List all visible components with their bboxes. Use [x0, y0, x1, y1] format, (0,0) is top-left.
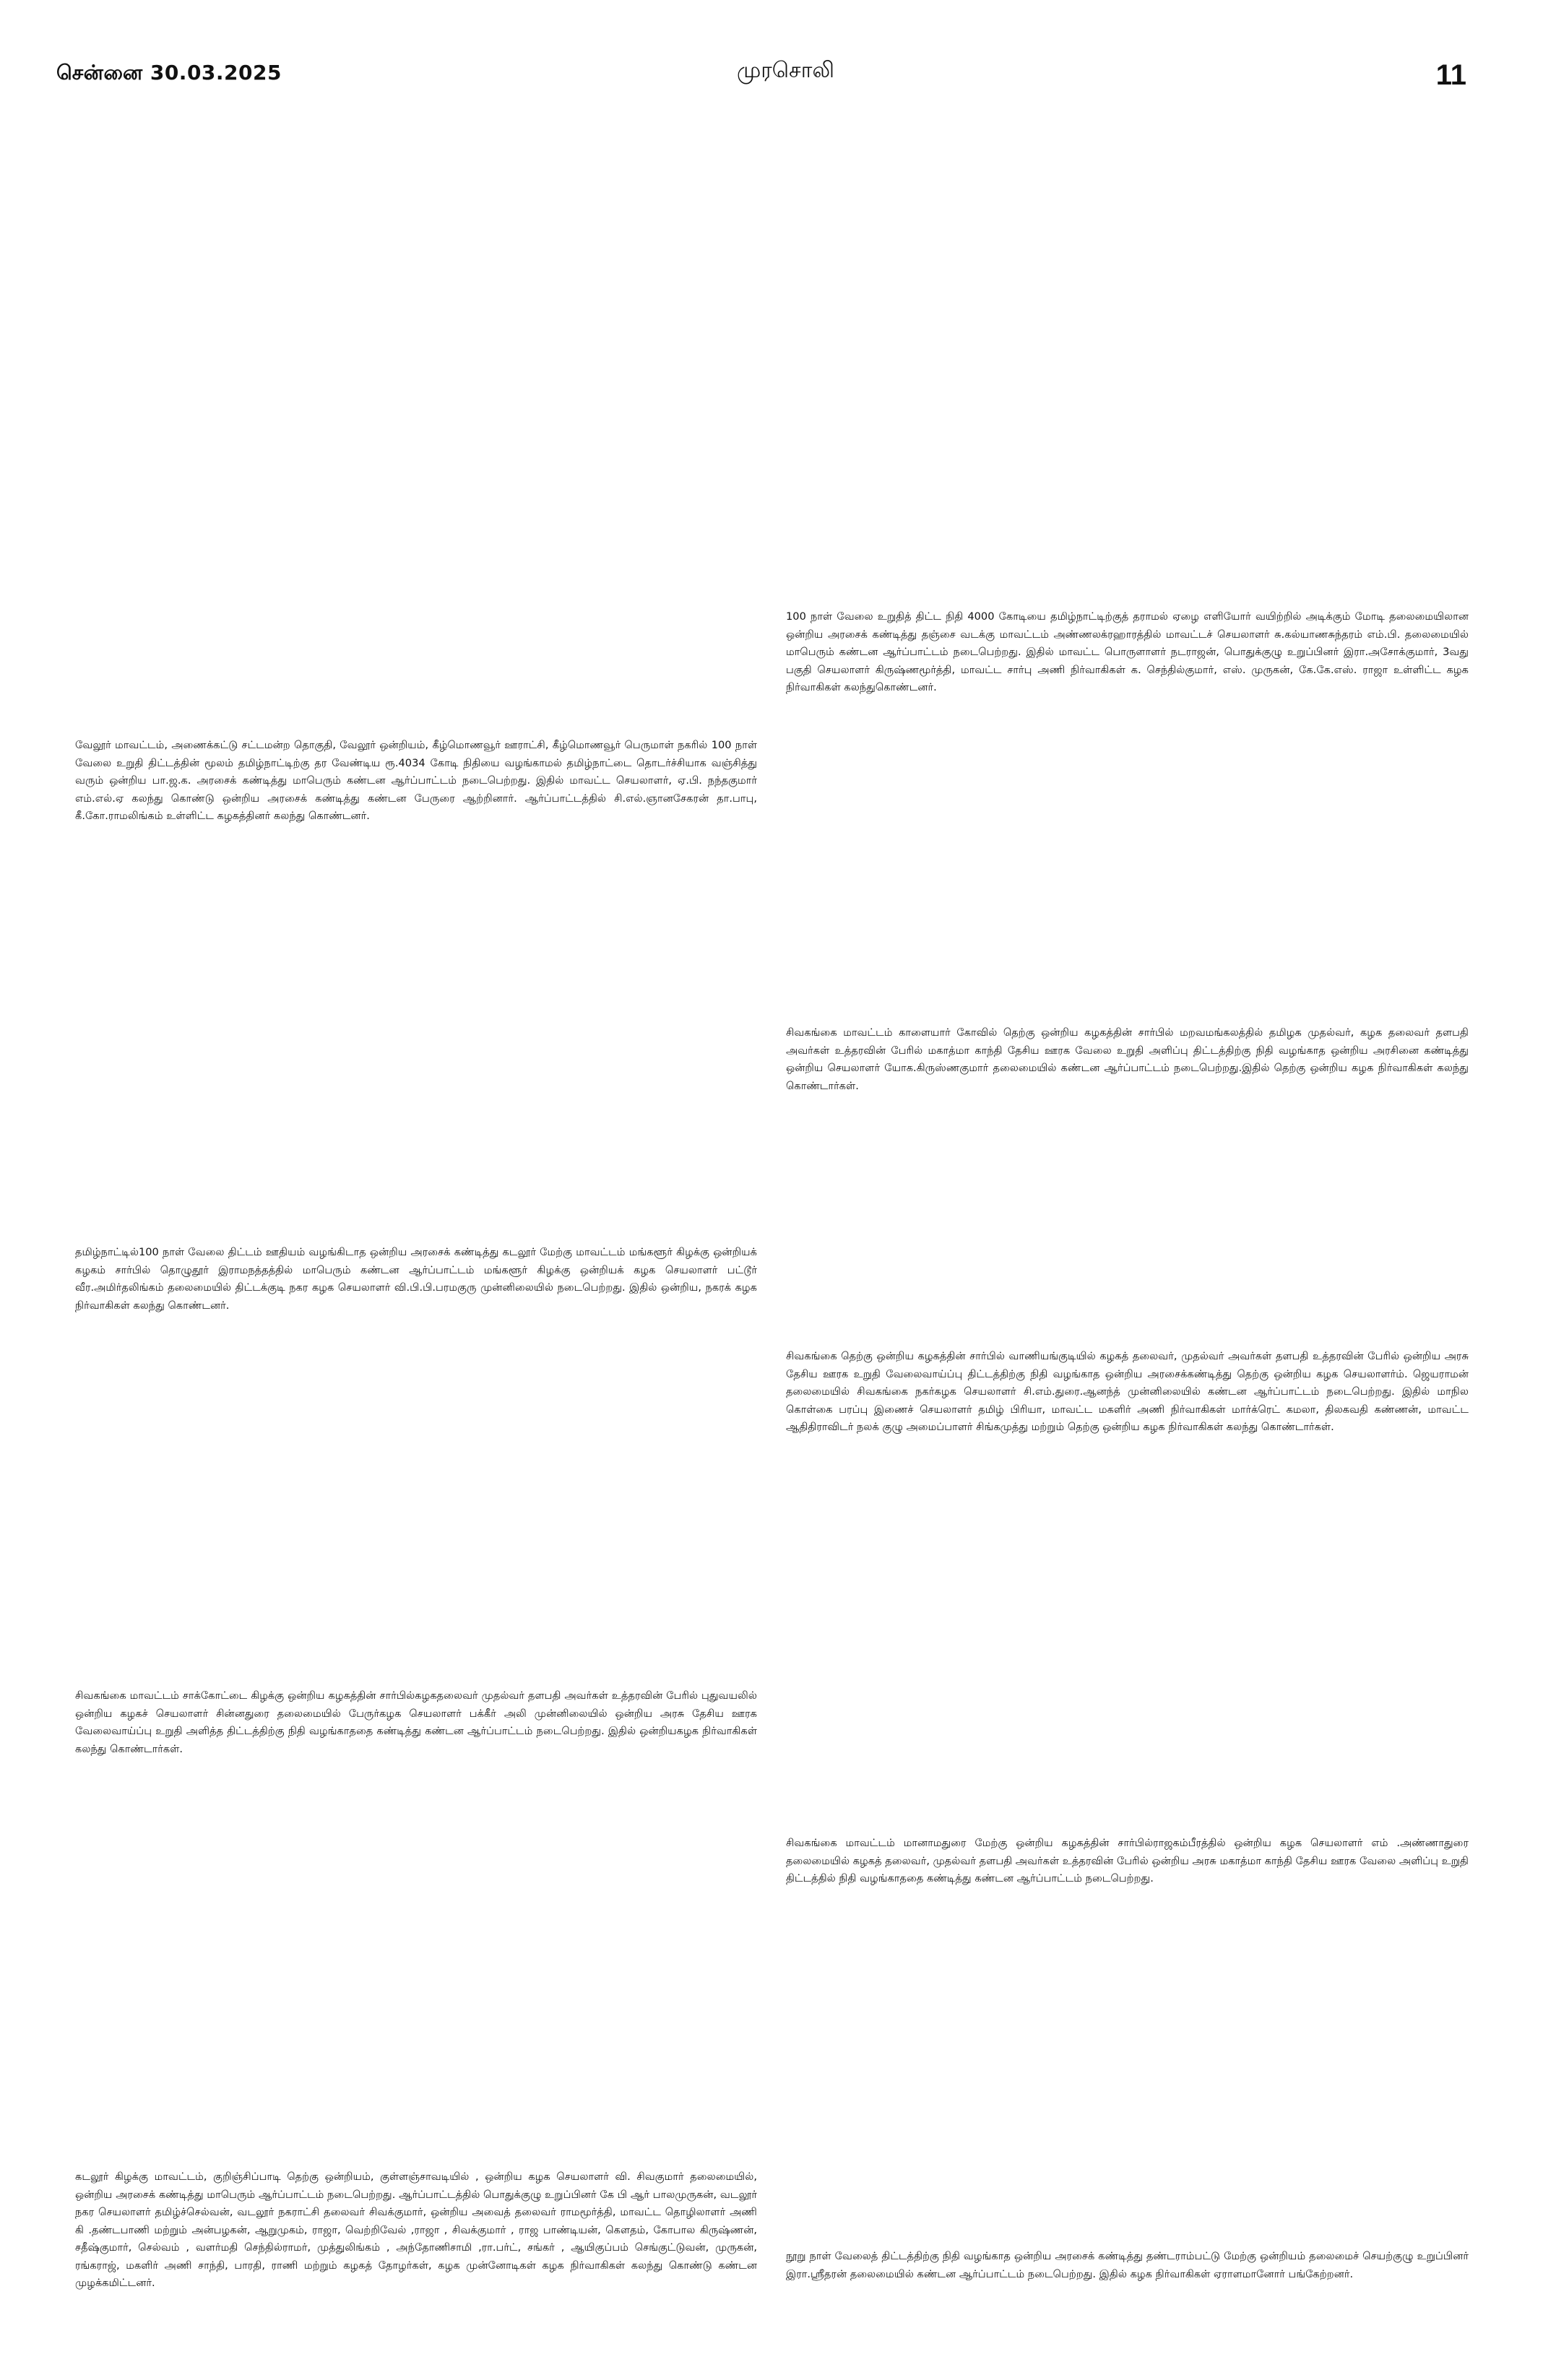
- caption-kurinjipadi-protest: கடலூர் கிழக்கு மாவட்டம், குறிஞ்சிப்பாடி தெற்கு ஒன்றியம், குள்ளஞ்சாவடியில் , ஒன்றிய கழக செயலாளர் வி. சிவகுமார் தலைமையில், ஒன்றிய அரசைக் கண்டித்து மாபெரும் ஆர்ப்பாட்டம் நடைபெற்றது. ஆர்ப்பாட்டத்தில் பொதுக்குழு உறுப்பினர் கே பி ஆர் பாலமுருகன், வடலூர் நகர செயலாளர் தமிழ்ச்செல்வன், வடலூர் நகராட்சி தலைவர் சிவக்குமார், ஒன்றிய அவைத் தலைவர் ராமமூர்த்தி, மாவட்ட தொழிலாளர் அணி கி .தண்டபாணி மற்றும் அன்பழகன், ஆறுமுகம், ராஜா, வெற்றிவேல் ,ராஜா , சிவக்குமார் , ராஜ பாண்டியன், கௌதம், கோபால கிருஷ்ணன், சதீஷ்குமார், செல்வம் , வளர்மதி செந்தில்ராமர், முத்துலிங்கம் , அந்தோணிசாமி ,ரா.பர்ட், சங்கர் , ஆயிகுப்பம் செங்குட்டுவன், முருகன், ரங்கராஜ், மகளிர் அணி சாந்தி, பாரதி, ராணி மற்றும் கழகத் தோழர்கள், கழக முன்னோடிகள் கழக நிர்வாகிகள் கலந்து கொண்டு கண்டன முழக்கமிட்டனர்.: [75, 2171, 757, 2289]
- caption-thanjavur-protest: 100 நாள் வேலை உறுதித் திட்ட நிதி 4000 கோடியை தமிழ்நாட்டிற்குத் தராமல் ஏழை எளியோர் வயிற்றில் அடிக்கும் மோடி தலைமையிலான ஒன்றிய அரசைக் கண்டித்து தஞ்சை வடக்கு மாவட்டம் அண்ணலக்ரஹாரத்தில் மாவட்டச் செயலாளர் சு.கல்யாணசுந்தரம் எம்.பி. தலைமையில் மாபெரும் கண்டன ஆர்ப்பாட்டம் நடைபெற்றது. இதில் மாவட்ட பொருளாளர் நடராஜன், பொதுக்குழு உறுப்பினர் இரா.அசோக்குமார், 3வது பகுதி செயலாளர் கிருஷ்ணமூர்த்தி, மாவட்ட சார்பு அணி நிர்வாகிகள் க. செந்தில்குமார், எஸ். முருகன், கே.கே.எஸ். ராஜா உள்ளிட்ட கழக நிர்வாகிகள் கலந்துகொண்டனர்.: [786, 610, 1469, 693]
- caption-vellore-protest: வேலூர் மாவட்டம், அணைக்கட்டு சட்டமன்ற தொகுதி, வேலூர் ஒன்றியம், கீழ்மொணவூர் ஊராட்சி, கீழ்மொணவூர் பெருமாள் நகரில் 100 நாள் வேலை உறுதி திட்டத்தின் மூலம் தமிழ்நாட்டிற்கு தர வேண்டிய ரூ.4034 கோடி நிதியை வழங்காமல் தமிழ்நாட்டை தொடர்ச்சியாக வஞ்சித்து வரும் ஒன்றிய பா.ஜ.க. அரசைக் கண்டித்து மாபெரும் கண்டன ஆர்ப்பாட்டம் நடைபெற்றது. இதில் மாவட்ட செயலாளர், ஏ.பி. நந்தகுமார் எம்.எல்.ஏ கலந்து கொண்டு ஒன்றிய அரசைக் கண்டித்து கண்டன பேருரை ஆற்றினார். ஆர்ப்பாட்டத்தில் சி.எல்.ஞானசேகரன் தா.பாபு, கீ.கோ.ராமலிங்கம் உள்ளிட்ட கழகத்தினர் கலந்து கொண்டனர்.: [75, 739, 757, 822]
- page-number: 11: [1435, 59, 1466, 91]
- publication-date: சென்னை 30.03.2025: [56, 61, 282, 85]
- caption-sivagangai-south-protest: சிவகங்கை தெற்கு ஒன்றிய கழகத்தின் சார்பில் வாணியங்குடியில் கழகத் தலைவர், முதல்வர் அவர்கள் தளபதி உத்தரவின் பேரில் ஒன்றிய அரசு தேசிய ஊரக உறுதி வேலைவாய்ப்பு திட்டத்திற்கு நிதி வழங்காத ஒன்றிய அரசைக்கண்டித்து தெற்கு ஒன்றிய கழக செயலாளர்ம். ஜெயராமன் தலைமையில் சிவகங்கை நகர்கழக செயலாளர் சி.எம்.துரை.ஆனந்த் முன்னிலையில் கண்டன ஆர்ப்பாட்டம் நடைபெற்றது. இதில் மாநில கொள்கை பரப்பு இணைச் செயலாளர் தமிழ் பிரியா, மாவட்ட மகளிர் அணி நிர்வாகிகள் மார்க்ரெட் கமலா, திலகவதி கண்ணன், மாவட்ட ஆதிதிராவிடர் நலக் குழு அமைப்பாளர் சிங்கமுத்து மற்றும் தெற்கு ஒன்றிய கழக நிர்வாகிகள் கலந்து கொண்டார்கள்.: [786, 1350, 1469, 1433]
- caption-sakkottai-protest: சிவகங்கை மாவட்டம் சாக்கோட்டை கிழக்கு ஒன்றிய கழகத்தின் சார்பில்கழகதலைவர் முதல்வர் தளபதி அவர்கள் உத்தரவின் பேரில் புதுவயலில் ஒன்றிய கழகச் செயலாளர் சின்னதுரை தலைமையில் பேருர்கழக செயலாளர் பக்கீர் அலி முன்னிலையில் ஒன்றிய அரசு தேசிய ஊரக வேலைவாய்ப்பு உறுதி அளித்த திட்டத்திற்கு நிதி வழங்காததை கண்டித்து கண்டன ஆர்ப்பாட்டம் நடைபெற்றது. இதில் ஒன்றியகழக நிர்வாகிகள் கலந்து கொண்டார்கள்.: [75, 1689, 757, 1755]
- caption-kalaiyarkovil-protest: சிவகங்கை மாவட்டம் காளையார் கோவில் தெற்கு ஒன்றிய கழகத்தின் சார்பில் மறவமங்கலத்தில் தமிழக முதல்வர், கழக தலைவர் தளபதி அவர்கள் உத்தரவின் பேரில் மகாத்மா காந்தி தேசிய ஊரக வேலை உறுதி அளிப்பு திட்டத்திற்கு நிதி வழங்காத ஒன்றிய அரசினை கண்டித்து ஒன்றிய செயலாளர் யோக.கிருஸ்ணகுமார் தலைமையில் கண்டன ஆர்ப்பாட்டம் நடைபெற்றது.இதில் தெற்கு ஒன்றிய கழக நிர்வாகிகள் கலந்து கொண்டார்கள்.: [786, 1026, 1469, 1092]
- caption-manamadurai-protest: சிவகங்கை மாவட்டம் மானாமதுரை மேற்கு ஒன்றிய கழகத்தின் சார்பில்ராஜகம்பீரத்தில் ஒன்றிய கழக செயலாளர் எம் .அண்ணாதுரை தலைமையில் கழகத் தலைவர், முதல்வர் தளபதி அவர்கள் உத்தரவின் பேரில் ஒன்றிய அரசு மகாத்மா காந்தி தேசிய ஊரக வேலை அளிப்பு உறுதி திட்டத்தில் நிதி வழங்காததை கண்டித்து கண்டன ஆர்ப்பாட்டம் நடைபெற்றது.: [786, 1837, 1469, 1884]
- newspaper-name: முரசொலி: [737, 58, 834, 83]
- caption-thandarampattu-protest: நூறு நாள் வேலைத் திட்டத்திற்கு நிதி வழங்காத ஒன்றிய அரசைக் கண்டித்து தண்டராம்பட்டு மேற்கு ஒன்றியம் தலைமைச் செயற்குழு உறுப்பினர் இரா.ஸ்ரீதரன் தலைமையில் கண்டன ஆர்ப்பாட்டம் நடைபெற்றது. இதில் கழக நிர்வாகிகள் ஏராளமானோர் பங்கேற்றனர்.: [786, 2250, 1469, 2280]
- caption-mangalur-protest: தமிழ்நாட்டில்100 நாள் வேலை திட்டம் ஊதியம் வழங்கிடாத ஒன்றிய அரசைக் கண்டித்து கடலூர் மேற்கு மாவட்டம் மங்களூர் கிழக்கு ஒன்றியக் கழகம் சார்பில் தொழுதூர் இராமநத்தத்தில் மாபெரும் கண்டன ஆர்ப்பாட்டம் மங்களூர் கிழக்கு ஒன்றியக் கழக செயலாளர் பட்டூர் வீர.அமிர்தலிங்கம் தலைமையில் திட்டக்குடி நகர கழக செயலாளர் வி.பி.பி.பரமகுரு முன்னிலையில் நடைபெற்றது. இதில் ஒன்றிய, நகரக் கழக நிர்வாகிகள் கலந்து கொண்டனர்.: [75, 1246, 757, 1312]
